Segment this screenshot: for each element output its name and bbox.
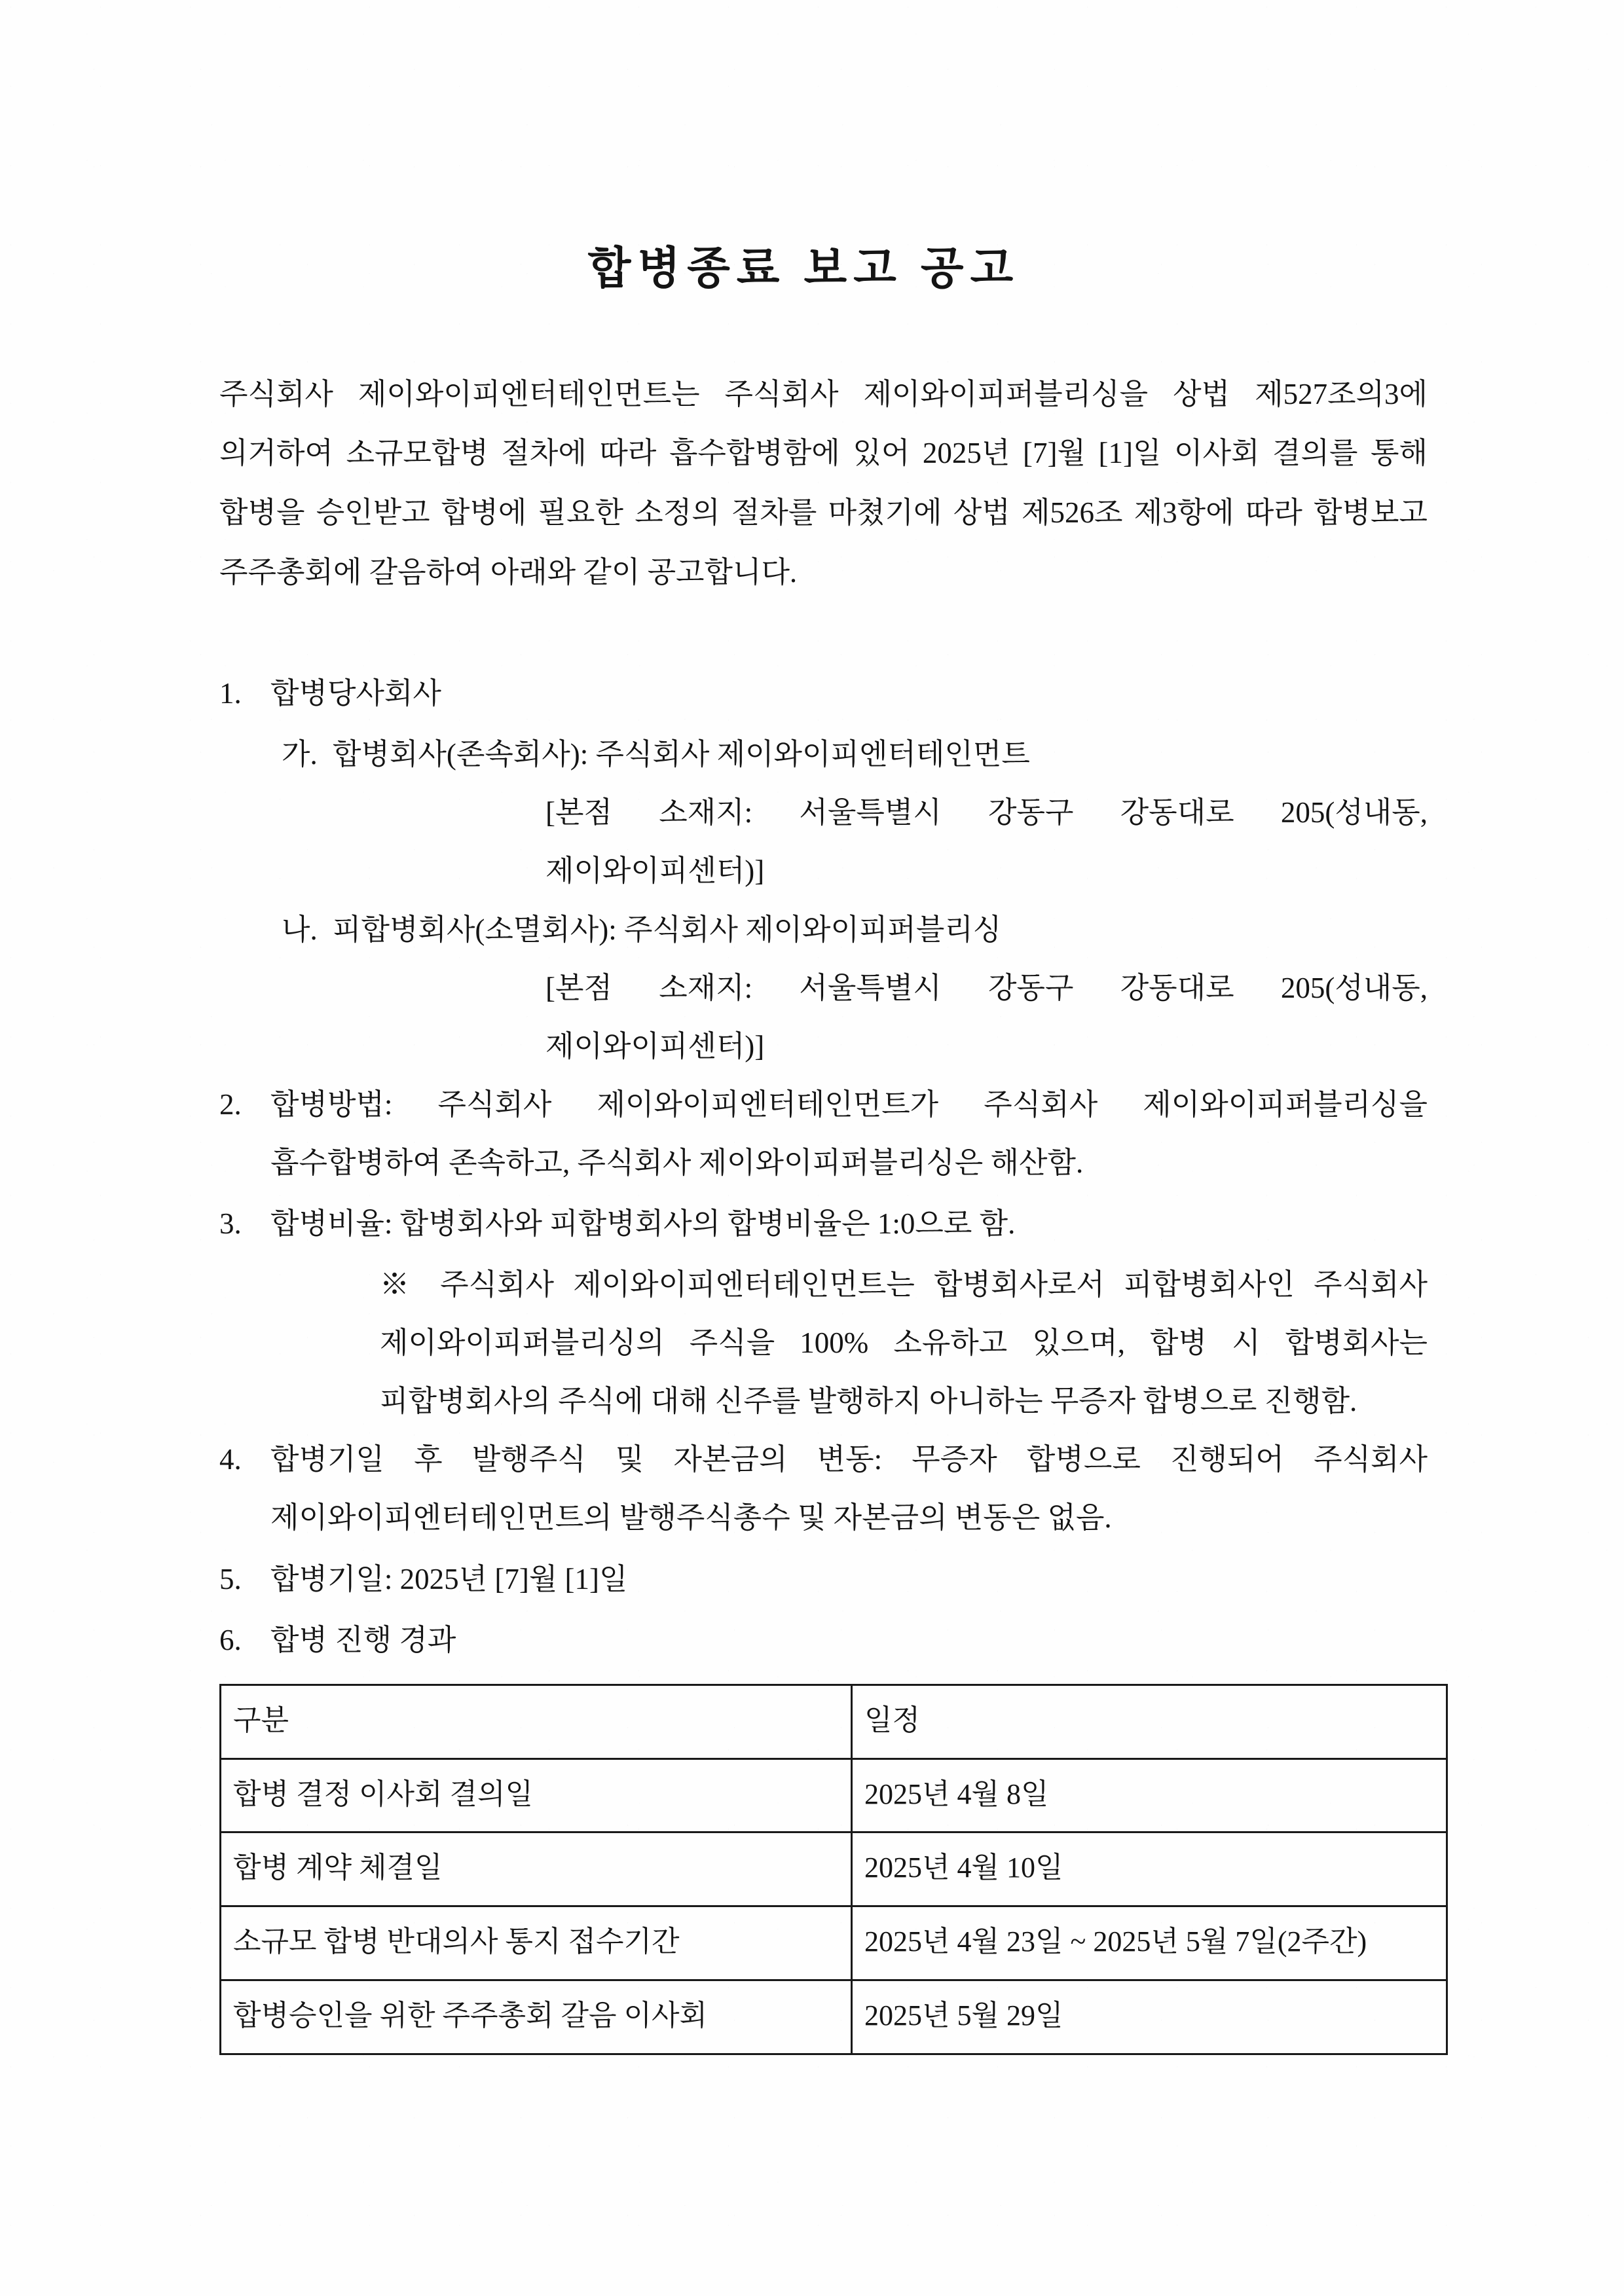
section-heading: 합병 진행 경과	[270, 1623, 456, 1656]
numbered-sections	[219, 665, 1428, 2055]
table-header-row	[221, 1685, 1447, 1758]
row-value: 2025년 5월 29일	[852, 1980, 1447, 2054]
section-item-2	[219, 1076, 1428, 1192]
section-item-4	[219, 1430, 1428, 1547]
row-value: 2025년 4월 23일 ~ 2025년 5월 7일(2주간)	[852, 1906, 1447, 1980]
section-heading: 합병당사회사	[270, 677, 441, 710]
row-value: 2025년 4월 10일	[852, 1832, 1447, 1906]
section-marker: 5.	[219, 1562, 242, 1595]
column-header-category: 구분	[221, 1685, 852, 1758]
merger-schedule-table	[219, 1684, 1448, 2055]
section-marker: 4.	[219, 1443, 242, 1476]
subsection-marker: 나.	[282, 913, 318, 946]
subsection-text: 피합병회사(소멸회사): 주식회사 제이와이피퍼블리싱	[333, 913, 1002, 946]
section-text: 합병기일 후 발행주식 및 자본금의 변동: 무증자 합병으로 진행되어 주식회사 제이와이피엔터테인먼트의 발행주식총수 및 자본금의 변동은 없음.	[270, 1443, 1428, 1535]
row-label: 합병승인을 위한 주주총회 갈음 이사회	[221, 1980, 852, 2054]
table-row	[221, 1906, 1447, 1980]
page-title: 합병종료 보고 공고	[587, 244, 1020, 293]
section-item-1	[219, 665, 1428, 723]
column-header-schedule: 일정	[852, 1685, 1447, 1758]
row-label: 합병 결정 이사회 결의일	[221, 1758, 852, 1832]
lead-paragraph: 주식회사 제이와이피엔터테인먼트는 주식회사 제이와이피퍼블리싱을 상법 제527조의3에 의거하여 소규모합병 절차에 따라 흡수합병함에 있어 2025년 [7]월 [1]일 이사회 결의를 통해 합병을 승인받고 합병에 필요한 소정의 절차를 마쳤기에 상법 제526조 제3항에 따라 합병보고 주주총회에 갈음하여 아래와 같이 공고합니다.	[219, 377, 1428, 589]
row-label: 합병 계약 체결일	[221, 1832, 852, 1906]
section-marker: 1.	[219, 677, 242, 710]
table-row	[221, 1832, 1447, 1906]
subsection-marker: 가.	[282, 738, 318, 771]
section-item-1-sub-a	[282, 725, 1428, 784]
section-item-3	[219, 1195, 1428, 1253]
merger-ratio-note: ※ 주식회사 제이와이피엔터테인먼트는 합병회사로서 피합병회사인 주식회사 제이와이피퍼블리싱의 주식을 100% 소유하고 있으며, 합병 시 합병회사는 피합병회사의 주식에 대해 신주를 발행하지 아니하는 무증자 합병으로 진행함.	[380, 1268, 1428, 1418]
section-item-6	[219, 1611, 1428, 1669]
section-text: 합병방법: 주식회사 제이와이피엔터테인먼트가 주식회사 제이와이피퍼블리싱을 흡수합병하여 존속하고, 주식회사 제이와이피퍼블리싱은 해산함.	[270, 1087, 1428, 1179]
section-text: 합병비율: 합병회사와 피합병회사의 합병비율은 1:0으로 함.	[270, 1207, 1016, 1240]
section-item-1-sub-b	[282, 901, 1428, 959]
table-body	[221, 1685, 1447, 2054]
section-item-5	[219, 1550, 1428, 1609]
section-marker: 6.	[219, 1623, 242, 1656]
table-row	[221, 1758, 1447, 1832]
section-marker: 3.	[219, 1207, 242, 1240]
merged-company-address: [본점 소재지: 서울특별시 강동구 강동대로 205(성내동, 제이와이피센터)]	[545, 971, 1428, 1063]
row-value: 2025년 4월 8일	[852, 1758, 1447, 1832]
section-marker: 2.	[219, 1087, 242, 1121]
table-row	[221, 1980, 1447, 2054]
surviving-company-address: [본점 소재지: 서울특별시 강동구 강동대로 205(성내동, 제이와이피센터)]	[545, 796, 1428, 888]
section-text: 합병기일: 2025년 [7]월 [1]일	[270, 1562, 628, 1595]
row-label: 소규모 합병 반대의사 통지 접수기간	[221, 1906, 852, 1980]
subsection-text: 합병회사(존속회사): 주식회사 제이와이피엔터테인먼트	[333, 738, 1030, 771]
